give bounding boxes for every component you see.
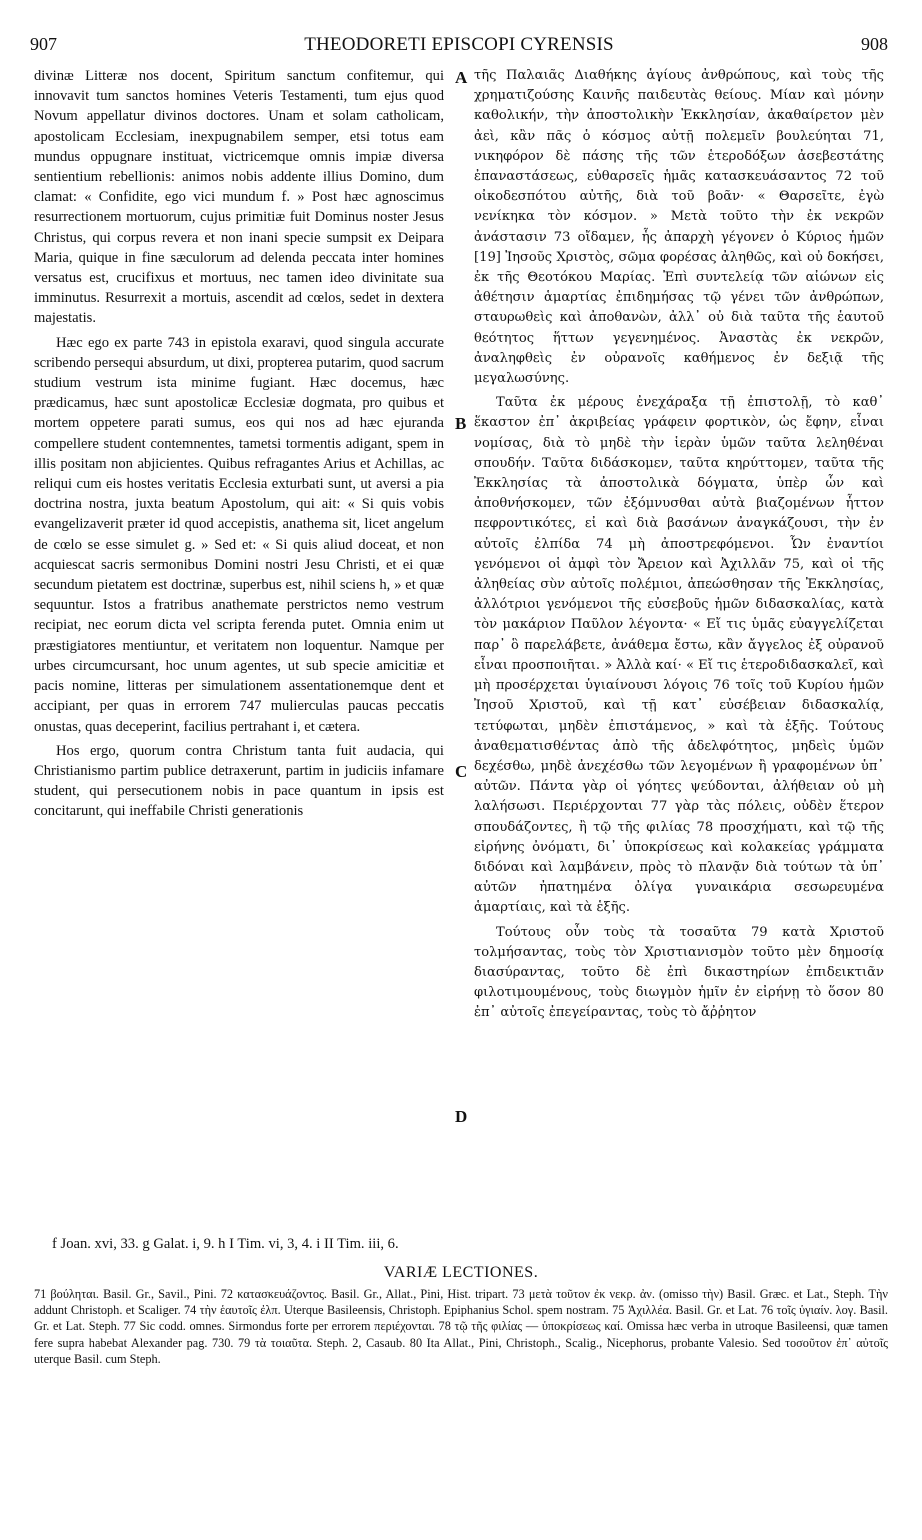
margin-marker-d: D <box>455 1107 468 1126</box>
variae-lectiones-title: VARIÆ LECTIONES. <box>383 1264 539 1281</box>
latin-paragraph-1: divinæ Litteræ nos docent, Spiritum sanctum confitemur, qui innovavit tum sanctos homines Veteris Testamenti, tum ejus quod Novum appellatur divinos doctores. Unam et solam catholicam, apostolicam Ecclesiam, inexpugnabilem semper, etsi totus eam mundus oppugnare instituat, victricemque omnis impiæ diversa sentientium rebellionis: animos nobis addente illius Domino, dum clamat: « Confidite, ego vici mundum f. » Post hæc agnoscimus resurrectionem mortuorum, cujus primitiæ fuit Dominus noster Jesus Christus, qui corpus revera et non inani specie sumpsit ex Deipara Maria, quique in fine sæculorum ad delenda peccata inter homines versatus est, crucifixus et mortuus, nec tamen ideo divinitate sua imminutus. Resurrexit a mortuis, ascendit ad cœlos, sedet in dextera majestatis. <box>34 68 444 327</box>
scripture-footnotes: f Joan. xvi, 33. g Galat. i, 9. h I Tim. vi, 3, 4. i II Tim. iii, 6. <box>52 1236 399 1252</box>
variae-lectiones-text: 71 βούληται. Basil. Gr., Savil., Pini. 72 κατασκευάζοντος. Basil. Gr., Allat., Pini, Hist. tripart. 73 μετὰ τοῦτον ἐκ νεκρ. ἀν. (omisso τὴν) Basil. Græc. et Lat., Steph. Τὴν addunt Christoph. et Scaliger. 74 τὴν ἑαυτοῖς ἐλπ. Uterque Basileensis, Christoph. Epiphanius Schol. spem nostram. 75 Ἀχιλλέα. Basil. Gr. et Lat. 76 τοῖς ὑγιαίν. λογ. Basil. Gr. et Lat. Steph. 77 Sic codd. omnes. Sirmondus forte per errorem περιέχονται. 78 τῷ τῆς φιλίας — ὑποκρίσεως καί. Omissa hæc verba in utroque Basileensi, quæ tamen fere supra habebat Alexander pag. 730. 79 τὰ τοιαῦτα. Steph. 2, Casaub. 80 Ita Allat., Pini, Christoph., Scalig., Nicephorus, probante Valesio. Sed τοσοῦτον ἐπ᾽ αὐτοῖς uterque Basil. cum Steph. <box>34 1287 888 1366</box>
page-number-left: 907 <box>30 34 57 54</box>
page-number-right: 908 <box>861 34 888 54</box>
margin-marker-c: C <box>455 762 468 781</box>
latin-column <box>34 66 444 826</box>
greek-paragraph-2: Ταῦτα ἐκ μέρους ἐνεχάραξα τῇ ἐπιστολῇ, τὸ καθ᾽ ἕκαστον ἐπ᾽ ἀκριβείας γράφειν φορτικὸν, ὡς ἔφην, εἶναι νομίσας, διὰ τὸ μηδὲ τὴν ἱερὰν ὑμῶν ταῦτα λεληθέναι σπουδήν. Ταῦτα διδάσκομεν, ταῦτα κηρύττομεν, ταῦτα τῆς Ἐκκλησίας τὰ ἀποστολικὰ δόγματα, ὑπὲρ ὧν καὶ ἀποθνήσκομεν, τῶν ἐξόμνυσθαι αὐτὰ βιαζομένων ἧττον πεφροντικότες, εἰ καὶ διὰ βασάνων ἀναγκάζουσι, τὴν ἐν αὐτοῖς ἐλπίδα 74 μὴ ἀποστρεφόμενοι. Ὧν ἐναντίοι γενόμενοι οἱ ἀμφὶ τὸν Ἄρειον καὶ Ἀχιλλᾶν 75, καὶ οἱ τῆς ἀληθείας σὺν αὐτοῖς πολέμιοι, ἀπεώσθησαν τῆς Ἐκκλησίας, ἀλλότριοι γενόμενοι τῆς εὐσεβοῦς ἡμῶν διδασκαλίας, κατὰ τὸν μακάριον Παῦλον λέγοντα· « Εἴ τις ὑμᾶς εὐαγγελίζεται παρ᾽ ὃ παρελάβετε, ἀνάθεμα ἔστω, κἂν ἄγγελος ἐξ οὐρανοῦ εἶναι προσποιῆται. » Ἀλλὰ καί· « Εἴ τις ἑτεροδιδασκαλεῖ, καὶ μὴ προσέρχεται ὑγιαίνουσι λόγοις 76 τοῖς τοῦ Κυρίου ἡμῶν Ἰησοῦ Χριστοῦ, καὶ τῇ κατ᾽ εὐσέβειαν διδασκαλίᾳ, τετύφωται, μηδὲν ἐπιστάμενος, » καὶ τὰ ἑξῆς. Τούτους ἀναθεματισθέντας ἀπὸ τῆς ἀδελφότητος, μηδεὶς ὑμῶν δεχέσθω, μηδὲ ἀνεχέσθω τῶν λεγομένων ἢ γραφομένων ὑπ᾽ αὐτῶν. Πάντα γὰρ οἱ γόητες ψεύδονται, ἀλήθειαν οὐ μὴ λαλήσωσι. Περιέρχονται 77 γὰρ τὰς πόλεις, οὐδὲν ἕτερον σπουδάζοντες, ἢ τῷ τῆς φιλίας 78 προσχήματι, καὶ τῷ τῆς εἰρήνης ὀνόματι, δι᾽ ὑποκρίσεως καὶ κολακείας γράμματα διδόναι καὶ λαμβάνειν, πρὸς τὸ πλανᾷν διὰ τούτων τὰ ὑπ᾽ αὐτῶν ἠπατημένα ὀλίγα γυναικάρια σεσωρευμένα ἁμαρτίαις, καὶ τὰ ἑξῆς. <box>474 395 884 916</box>
running-title: THEODORETI EPISCOPI CYRENSIS <box>304 34 614 55</box>
margin-marker-b: B <box>455 414 467 433</box>
greek-column <box>474 66 884 1028</box>
margin-marker-a: A <box>455 68 468 87</box>
running-header <box>30 34 888 60</box>
greek-paragraph-3: Τούτους οὖν τοὺς τὰ τοσαῦτα 79 κατὰ Χριστοῦ τολμήσαντας, τοὺς τὸν Χριστιανισμὸν τοῦτο μὲν δημοσίᾳ διασύραντας, τοῦτο δὲ ἐπὶ δικαστηρίων ἐπιδεικτιᾶν φιλοτιμουμένους, τοὺς διωγμὸν ἡμῖν ἐν εἰρήνῃ τὸ ὅσον 80 ἐπ᾽ αὐτοῖς ἐπεγείραντας, τοὺς τὸ ἄῤῥητον <box>474 924 884 1021</box>
latin-paragraph-2: Hæc ego ex parte 743 in epistola exaravi, quod singula accurate scribendo persequi absurdum, ut dixi, propterea putarim, quod sacrum studium vestrum ista minime fugiant. Hæc docemus, hæc prædicamus, hæc sunt apostolicæ Ecclesiæ dogmata, pro quibus et mortem oppetere parati sumus, eos qui nos ad hæc ejuranda compellere student contemnentes, tametsi tormentis adigant, spem in illis positam non abjicientes. Quibus refragantes Arius et Achillas, ac reliqui cum eis hostes veritatis Ecclesia exturbati sunt, ut aversi a pia doctrina nostra, juxta beatum Apostolum, qui ait: « Si quis vobis evangelizaverit præter id quod accepistis, anathema sit, licet angelum de cœlo se esse simulet g. » Sed et: « Si quis aliud doceat, et non acquiescat sacris sermonibus Domini nostri Jesu Christi, et ei quæ secundum pietatem est doctrinæ, superbus est, nihil sciens h, » et quæ sequuntur. Istos a fratribus anathemate perstrictos nemo vestrum recipiat, nec eorum dicta vel scripta ferenda putet. Omnia enim ut præstigiatores mentiuntur, et veritatem non loquentur. Namque per urbes circumcursant, hoc unum agentes, ut sub specie amicitiæ et pacis nomine, litteras per simulationem assentationemque dent et accipiant, per quas in errorem 747 mulierculas paucas peccatis onustas, quas deceperint, facilius pertrahant i, et cætera. <box>34 334 444 735</box>
latin-paragraph-3: Hos ergo, quorum contra Christum tanta fuit audacia, qui Christianismo partim publice detraxerunt, partim in judiciis infamare student, qui persecutionem nobis in pace quantum in ipsis est concitarunt, qui ineffabile Christi generationis <box>34 742 444 820</box>
greek-paragraph-1: τῆς Παλαιᾶς Διαθήκης ἁγίους ἀνθρώπους, καὶ τοὺς τῆς χρηματιζούσης Καινῆς παιδευτὰς θείους. Μίαν καὶ μόνην καθολικήν, τὴν ἀποστολικὴν Ἐκκλησίαν, ἀκαθαίρετον μὲν ἀεὶ, κἂν πᾶς ὁ κόσμος αὐτῇ πολεμεῖν βουλεύηται 71, νικηφόρον δὲ πάσης τῆς τῶν ἑτεροδόξων ἀσεβεστάτης ἐπαναστάσεως, εὐθαρσεῖς ἡμᾶς κατασκευάσαντος 72 τοῦ οἰκοδεσπότου αὐτῆς, διὰ τοῦ βοᾶν· « Θαρσεῖτε, ἐγὼ νενίκηκα τὸν κόσμον. » Μετὰ τοῦτο τὴν ἐκ νεκρῶν ἀνάστασιν 73 οἴδαμεν, ἧς ἀπαρχὴ γέγονεν ὁ Κύριος ἡμῶν [19] Ἰησοῦς Χριστὸς, σῶμα φορέσας ἀληθῶς, καὶ οὐ δοκήσει, ἐκ τῆς Θεοτόκου Μαρίας. Ἐπὶ συντελείᾳ τῶν αἰώνων εἰς ἀθέτησιν ἁμαρτίας ἐπιδημήσας τῷ γένει τῶν ἀνθρώπων, σταυρωθεὶς καὶ ἀποθανὼν, ἀλλ᾽ οὐ διὰ ταῦτα τῆς ἑαυτοῦ θεότητος ἥττων γεγενημένος. Ἀναστὰς ἐκ νεκρῶν, ἀναληφθεὶς ἐν οὐρανοῖς καθήμενος ἐν δεξιᾷ τῆς μεγαλωσύνης. <box>474 68 884 387</box>
